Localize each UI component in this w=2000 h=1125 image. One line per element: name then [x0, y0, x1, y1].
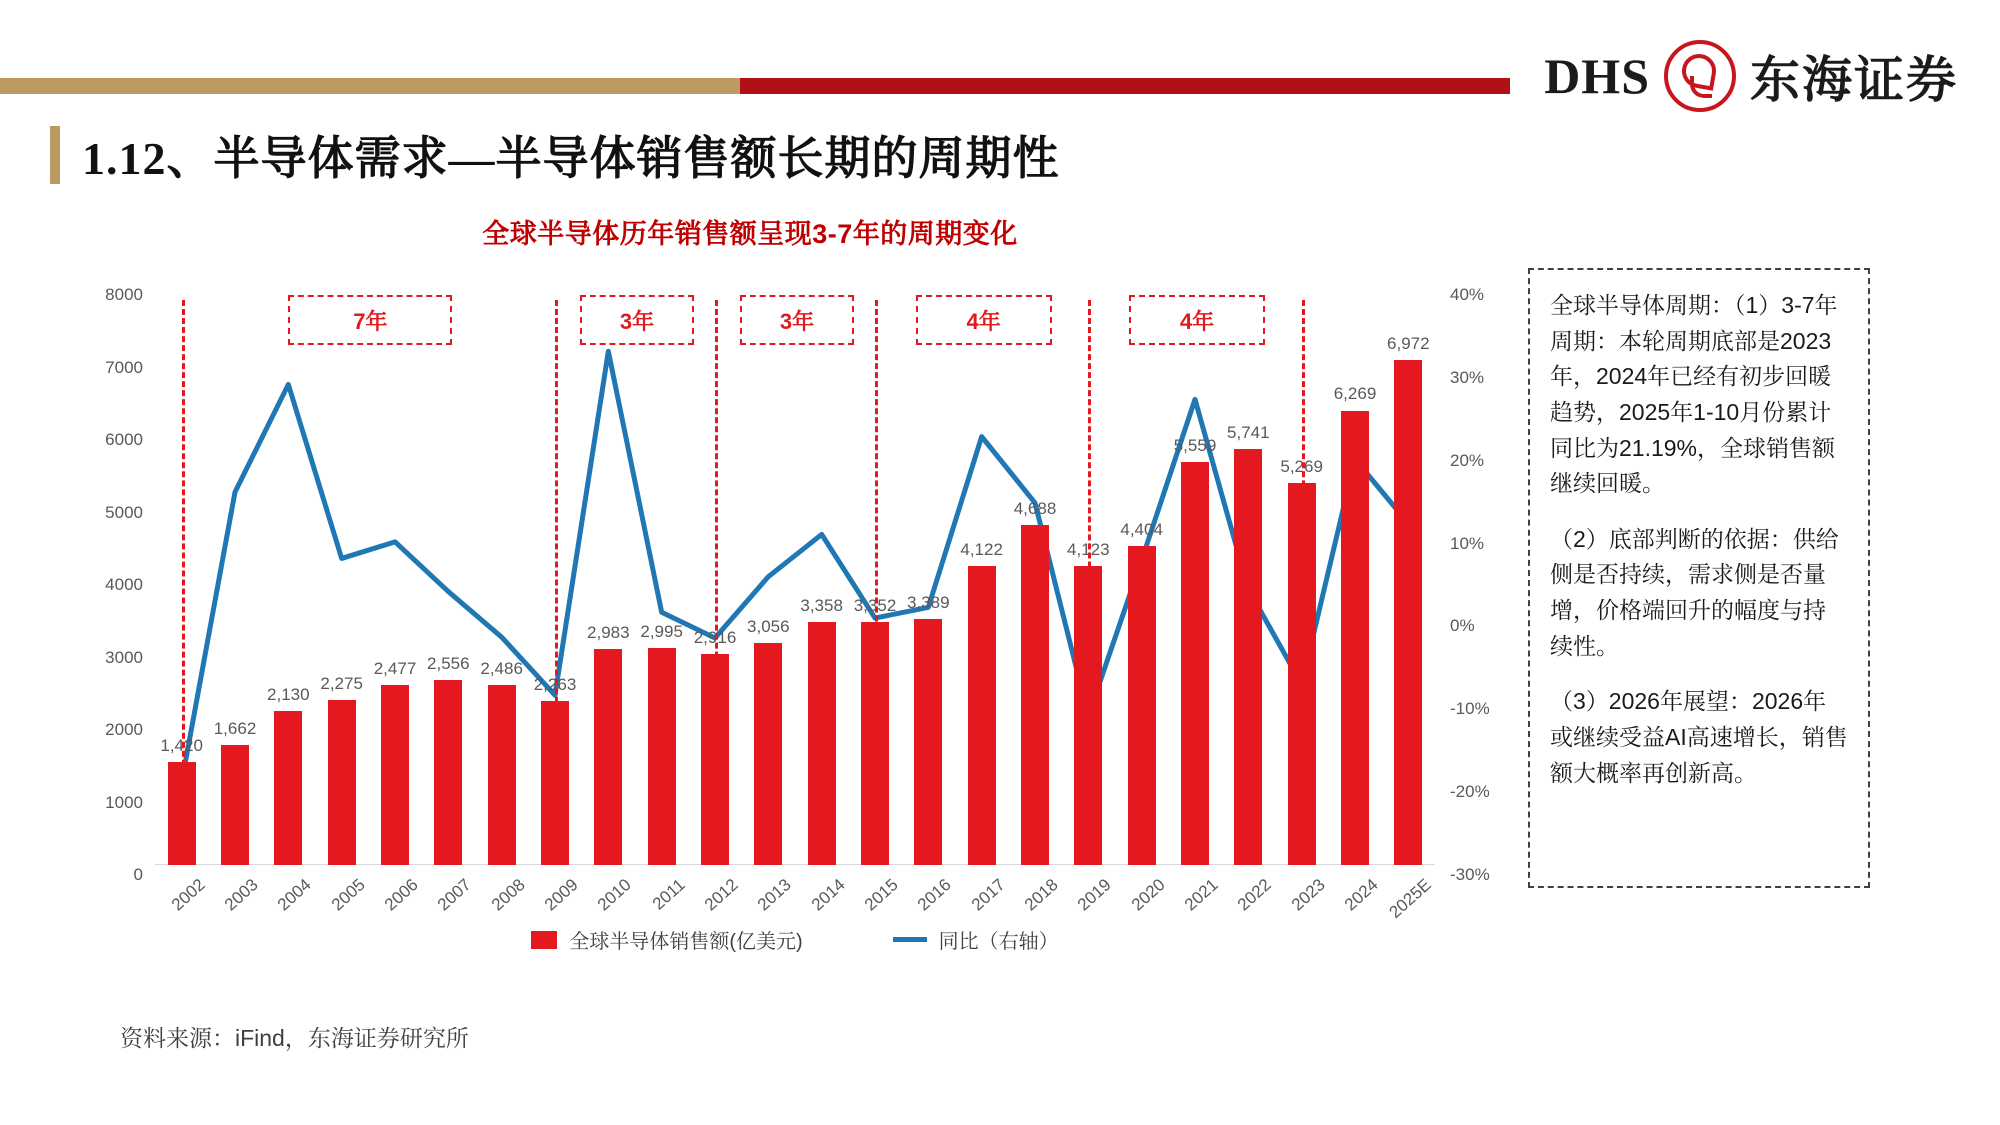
x-axis-tick-label: 2009 [540, 875, 582, 915]
bar-value-label: 4,404 [1120, 519, 1163, 539]
table-row [328, 700, 356, 865]
legend-swatch-bar-icon [531, 931, 557, 949]
y-axis-left-tick: 7000 [105, 357, 143, 377]
table-row [1341, 411, 1369, 866]
bar-value-label: 2,983 [587, 622, 630, 642]
y-axis-right [1440, 285, 1496, 884]
bar-value-label: 5,269 [1280, 456, 1323, 476]
table-row [434, 680, 462, 865]
x-axis-tick-label: 2011 [648, 875, 689, 914]
x-axis-tick-label: 2018 [1020, 875, 1062, 915]
bar-value-label: 1,420 [160, 736, 203, 756]
header-accent-bar-gold [0, 78, 740, 94]
table-row [1234, 449, 1262, 865]
table-row [488, 685, 516, 865]
bar-value-label: 5,741 [1227, 422, 1270, 442]
x-axis-tick-label: 2019 [1074, 875, 1116, 915]
table-row [1128, 546, 1156, 865]
bar-value-label: 2,916 [693, 627, 737, 647]
x-axis-tick-label: 2016 [914, 875, 956, 915]
cycle-divider [875, 300, 878, 865]
chart-title: 全球半导体历年销售额呈现3-7年的周期变化 [482, 219, 1018, 249]
semiconductor-sales-chart [95, 275, 1495, 923]
source-note: 资料来源：iFind，东海证券研究所 [120, 1025, 469, 1051]
x-axis-tick-label: 2012 [700, 875, 742, 915]
x-axis-tick-label: 2021 [1180, 875, 1222, 915]
legend-label-bar: 全球半导体销售额(亿美元) [569, 931, 803, 953]
y-axis-left-tick: 8000 [105, 285, 143, 304]
bar-value-label: 5,559 [1173, 435, 1217, 455]
cycle-length-badge: 7年 [288, 295, 452, 345]
logo-text-cn: 东海证券 [1750, 52, 1958, 108]
page-title-text: 1.12、半导体需求—半导体销售额长期的周期性 [82, 133, 1060, 184]
y-axis-right-tick: -30% [1450, 865, 1490, 884]
x-axis-tick-label: 2004 [274, 875, 316, 915]
x-axis-tick-label: 2008 [487, 875, 529, 915]
x-axis-tick-label: 2023 [1287, 875, 1329, 915]
x-axis-tick-label: 2015 [860, 875, 902, 915]
y-axis-left-tick: 6000 [105, 430, 143, 449]
bar-value-label: 3,352 [853, 595, 897, 615]
bar-value-label: 2,556 [427, 653, 470, 673]
y-axis-left-tick: 4000 [105, 575, 143, 594]
x-axis-tick-label: 2006 [380, 875, 422, 915]
header-accent-bar-red [740, 78, 1510, 94]
seal-icon [1664, 40, 1736, 112]
y-axis-left-tick: 5000 [105, 502, 143, 522]
x-axis-tick-label: 2007 [434, 875, 476, 915]
x-axis-tick-label: 2005 [327, 875, 369, 915]
cycle-divider [715, 300, 718, 865]
y-axis-left-tick: 0 [133, 865, 143, 884]
y-axis-left-tick: 1000 [105, 792, 143, 812]
y-axis-right-tick: 30% [1450, 367, 1485, 387]
table-row [1021, 525, 1049, 865]
commentary-paragraph: 全球半导体周期：（1）3-7年周期：本轮周期底部是2023年，2024年已经有初步回暖趋势，2025年1-10月份累计同比为21.19%，全球销售额继续回暖。 [1550, 292, 1838, 497]
x-axis-tick-label: 2020 [1127, 875, 1169, 915]
x-axis-tick-label: 2013 [754, 875, 796, 915]
y-axis-right-tick: -10% [1450, 699, 1490, 719]
table-row [914, 619, 942, 865]
bar-value-label: 4,122 [960, 540, 1003, 560]
table-row [1394, 360, 1422, 865]
table-row [968, 566, 996, 865]
y-axis-right-tick: 10% [1450, 533, 1485, 553]
y-axis-right-tick: 20% [1450, 450, 1485, 470]
y-axis-left-tick: 3000 [105, 647, 143, 667]
table-row [754, 643, 782, 865]
bar-value-label: 4,688 [1013, 499, 1057, 519]
cycle-divider [1088, 300, 1091, 865]
cycle-length-badge: 3年 [740, 295, 854, 345]
bar-value-label: 2,995 [640, 621, 683, 641]
bar-value-label: 2,477 [373, 659, 417, 679]
cycle-length-badge: 4年 [916, 295, 1052, 345]
plot-area [155, 285, 1435, 865]
bar-value-label: 6,972 [1387, 333, 1430, 353]
legend-item-bar [531, 925, 802, 954]
y-axis-right-tick: 0% [1450, 616, 1475, 636]
x-axis-tick-label: 2025E [1385, 875, 1436, 923]
table-row [648, 648, 676, 865]
commentary-paragraph: （3）2026年展望：2026年或继续受益AI高速增长，销售额大概率再创新高。 [1550, 688, 1848, 786]
bar-value-label: 1,662 [213, 718, 257, 738]
bar-value-label: 2,275 [320, 674, 363, 694]
cycle-length-badge: 3年 [580, 295, 694, 345]
company-logo [1544, 40, 1958, 112]
cycle-divider [555, 300, 558, 865]
table-row [594, 649, 622, 865]
bar-value-label: 2,130 [267, 684, 310, 704]
title-accent-tick [50, 126, 60, 184]
bar-value-label: 3,056 [747, 617, 790, 637]
y-axis-left [95, 285, 151, 884]
cycle-length-badge: 4年 [1129, 295, 1265, 345]
bar-value-label: 3,358 [800, 595, 843, 615]
page-title [50, 122, 1060, 188]
bar-value-label: 2,263 [533, 674, 577, 694]
table-row [1181, 462, 1209, 865]
x-axis-tick-label: 2003 [220, 875, 262, 915]
bar-value-label: 2,486 [480, 658, 523, 678]
cycle-divider [182, 300, 185, 865]
y-axis-left-tick: 2000 [105, 720, 143, 739]
legend-label-line: 同比（右轴） [938, 931, 1059, 953]
table-row [221, 745, 249, 865]
x-axis-tick-label: 2017 [967, 875, 1009, 915]
y-axis-right-tick: 40% [1450, 285, 1485, 304]
x-axis-tick-label: 2014 [807, 875, 849, 915]
sales-bar-series [155, 285, 1435, 865]
commentary-box [1528, 268, 1870, 888]
commentary-paragraph: （2）底部判断的依据：供给侧是否持续，需求侧是否量增，价格端回升的幅度与持续性。 [1550, 525, 1839, 659]
x-axis-tick-label: 2024 [1340, 875, 1382, 915]
bar-value-label: 3,389 [907, 593, 950, 613]
cycle-divider [1302, 300, 1305, 865]
x-axis-tick-label: 2022 [1234, 875, 1276, 915]
table-row [381, 685, 409, 865]
logo-text-en: DHS [1544, 48, 1650, 104]
legend-swatch-line-icon [893, 937, 927, 942]
bar-value-label: 6,269 [1333, 384, 1377, 404]
y-axis-right-tick: -20% [1450, 782, 1490, 802]
legend-item-line [893, 925, 1059, 954]
x-axis-tick-label: 2010 [594, 875, 636, 915]
bar-value-label: 4,123 [1067, 540, 1110, 560]
table-row [274, 711, 302, 865]
chart-legend [95, 925, 1495, 954]
x-axis-tick-label: 2002 [167, 875, 209, 915]
table-row [808, 622, 836, 865]
